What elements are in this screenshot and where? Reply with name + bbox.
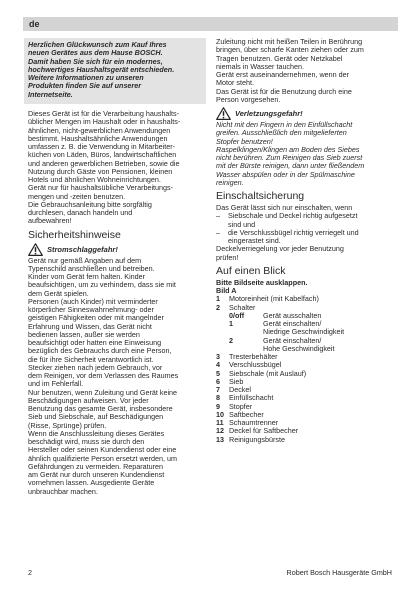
warning-triangle-icon: [216, 107, 231, 120]
warning-title: Stromschlaggefahr!: [47, 244, 118, 254]
injury-warning-text: [216, 121, 394, 187]
bullet-dash: –: [216, 227, 220, 237]
text-line: Gerät nur für haushaltsübliche Verarbeitungs-: [28, 183, 174, 193]
figure-label: Bild A: [216, 286, 237, 295]
part-label: Verschlussbügel: [229, 360, 282, 370]
text-line: Stopfer benutzen!: [216, 136, 273, 146]
text-line: Gerät ausschalten: [263, 310, 322, 320]
part-number: 2: [216, 302, 220, 312]
text-line: ähnlichen, nicht-gewerblichen Anwendungen: [28, 125, 171, 135]
text-line: am Gerät nur durch unseren Kundendienst: [28, 470, 165, 480]
text-line: prüfen!: [216, 252, 239, 262]
part-number: 4: [216, 360, 220, 370]
language-code: de: [29, 19, 40, 29]
bullet-item: [216, 212, 394, 229]
part-number: 12: [216, 426, 224, 436]
part-label: Motoreinheit (mit Kabelfach): [229, 294, 319, 304]
company-name: Robert Bosch Hausgeräte GmbH: [286, 568, 392, 577]
fold-out-note: Bitte Bildseite ausklappen.: [216, 277, 308, 287]
part-number: 6: [216, 376, 220, 386]
part-number: 7: [216, 385, 220, 394]
text-line: Zuleitung nicht mit heißen Teilen in Berührung: [216, 37, 363, 46]
right-column: [216, 38, 394, 444]
text-line: unbrauchbar machen.: [28, 486, 98, 496]
part-label: Siebschale (mit Auslauf): [229, 368, 307, 378]
text-line: nicht berühren. Zum Reinigen das Sieb zuerst: [216, 153, 363, 162]
text-line: körperlicher Sinneswahrnehmung- oder: [28, 305, 154, 315]
safety-paragraph: [28, 257, 206, 496]
text-line: Das Gerät lässt sich nur einschalten, wenn: [216, 203, 353, 212]
text-line: Das Gerät ist für die Benutzung durch eine: [216, 86, 352, 96]
text-line: Niedrige Geschwindigkeit: [263, 327, 345, 337]
text-line: Die Gebrauchsanleitung bitte sorgfältig: [28, 199, 152, 209]
text-line: die Verschlussbügel richtig verriegelt und: [228, 227, 359, 237]
text-line: dem Gerät spielen.: [28, 288, 89, 298]
text-line: mengen und -zeiten benutzen.: [28, 191, 126, 201]
text-line: beschädigt wird, muss sie durch den: [28, 437, 145, 447]
part-number: 10: [216, 409, 224, 419]
text-line: Gerät einschalten/: [263, 335, 322, 345]
part-number: 13: [216, 434, 224, 444]
text-line: Gerät nur gemäß Angaben auf dem: [28, 255, 142, 265]
page-number: 2: [28, 568, 32, 577]
text-line: eingerastet sind.: [228, 236, 281, 245]
intro-line: Weitere Informationen zu unseren: [28, 73, 144, 83]
part-number: 5: [216, 368, 220, 378]
text-line: Erfahrung und Wissen, das Gerät nicht: [28, 321, 152, 331]
bullet-dash: –: [216, 211, 220, 221]
part-label: Reinigungsbürste: [229, 434, 285, 444]
part-label: Deckel: [229, 385, 251, 394]
warning-triangle-icon: [28, 243, 43, 256]
text-line: Siebschale und Deckel richtig aufgesetzt: [228, 211, 358, 221]
text-line: Tragen benutzen. Gerät oder Netzkabel: [216, 53, 343, 63]
text-line: Stecker ziehen nach jedem Gebrauch, vor: [28, 362, 163, 372]
text-line: Hohe Geschwindigkeit: [263, 343, 335, 353]
text-line: Motor steht.: [216, 78, 254, 88]
overview-heading: Auf einen Blick: [216, 264, 286, 277]
text-line: küchen von Läden, Büros, landwirtschaftlichen: [28, 150, 177, 160]
switch-position-key: 2: [229, 335, 233, 345]
switch-safety-heading: Einschaltsicherung: [216, 190, 305, 202]
text-line: und im Fehlerfall.: [28, 379, 84, 389]
text-line: dem Reinigen, vor dem Verlassen des Raumes: [28, 371, 179, 381]
part-number: 11: [216, 418, 224, 427]
text-line: beaufsichtigen, um zu verhindern, dass sie mit: [28, 280, 176, 290]
injury-warning: [216, 107, 394, 120]
text-line: Nutzung durch Gäste von Pensionen, kleinen: [28, 166, 173, 176]
cable-paragraph: [216, 38, 394, 104]
text-line: bezüglich des Gebrauchs durch eine Person,: [28, 346, 172, 356]
warning-title: Verletzungsgefahr!: [235, 109, 303, 118]
text-line: reinigen.: [216, 177, 244, 187]
text-line: Typenschild anschließen und betreiben.: [28, 263, 155, 273]
left-column: [28, 38, 206, 496]
text-line: Gefährdungen zu vermeiden. Reparaturen: [28, 461, 164, 471]
usage-paragraph: [28, 110, 206, 226]
text-line: Dieses Gerät ist für die Verarbeitung haushalts-: [28, 109, 180, 119]
text-line: Kinder vom Gerät fern halten. Kinder: [28, 272, 146, 282]
part-label: Sieb: [229, 376, 244, 386]
text-line: sind und: [228, 219, 256, 229]
part-label: Einfüllschacht: [229, 393, 274, 403]
bullet-item: [216, 229, 394, 246]
text-line: Person vorgesehen.: [216, 94, 281, 104]
switch-position-item: [216, 320, 394, 337]
part-number: 8: [216, 393, 220, 403]
text-line: aufbewahren!: [28, 216, 72, 226]
intro-line: Herzlichen Glückwunsch zum Kauf Ihres: [28, 40, 167, 49]
electric-shock-warning: [28, 243, 206, 256]
text-line: Wasser abspülen oder in der Spülmaschine: [216, 169, 355, 179]
text-line: Wenn die Anschlussleitung dieses Gerätes: [28, 428, 165, 438]
safety-heading: Sicherheitshinweise: [28, 228, 121, 241]
intro-box: [24, 38, 206, 104]
text-line: Gerät erst auseinandernehmen, wenn der: [216, 70, 350, 79]
text-line: bedienen lassen, außer sie werden: [28, 329, 140, 339]
part-label: Schalter: [229, 302, 256, 312]
text-line: greifen. Ausschließlich den mitgelieferten: [216, 128, 347, 138]
text-line: mit der Bürste reinigen, dann unter fließendem: [216, 161, 365, 171]
switch-position-key: 1: [229, 319, 233, 328]
parts-list-item: [216, 436, 394, 444]
text-line: niemals in Wasser tauchen.: [216, 61, 305, 71]
text-line: üblicher Mengen im Haushalt oder in haushalts-: [28, 117, 181, 127]
text-line: umfassen z. B. die Verwendung in Mitarbeiter-: [28, 142, 176, 152]
part-label: Stopfer: [229, 401, 253, 411]
intro-line: Damit haben Sie sich für ein modernes,: [28, 56, 163, 66]
text-line: Deckelverriegelung vor jeder Benutzung: [216, 244, 344, 254]
part-label: Saftbecher: [229, 409, 264, 419]
part-label: Deckel für Saftbecher: [229, 426, 299, 436]
intro-line: Produkten finden Sie auf unserer: [28, 81, 142, 91]
text-line: Benutzung das gesamte Gerät, insbesondere: [28, 404, 173, 414]
text-line: bringen, über scharfe Kanten ziehen oder zum: [216, 45, 364, 55]
text-line: bestimmt. Haushaltsähnliche Anwendungen: [28, 133, 168, 143]
text-line: ähnlich qualifizierte Person ersetzt werden, um: [28, 453, 178, 463]
language-header-bar: [23, 17, 398, 31]
text-line: die für ihre Sicherheit verantwortlich ist.: [28, 354, 154, 364]
part-number: 9: [216, 401, 220, 411]
part-label: Tresterbehälter: [229, 352, 278, 361]
text-line: Nicht mit den Fingern in den Einfüllschacht: [216, 120, 353, 129]
text-line: durchlesen, danach handeln und: [28, 208, 133, 218]
switch-position-key: 0/off: [229, 310, 245, 320]
text-line: geistigen Fähigkeiten oder mit mangelnder: [28, 313, 164, 323]
text-line: vornehmen lassen. Ausgediente Geräte: [28, 478, 155, 488]
text-line: Hotels und ähnlichen Wohneinrichtungen.: [28, 175, 161, 185]
part-label: Schaumtrenner: [229, 418, 279, 427]
text-line: Gerät einschalten/: [263, 319, 322, 328]
part-number: 1: [216, 294, 220, 304]
intro-line: hochwertiges Haushaltsgerät entschieden.: [28, 64, 175, 74]
text-line: Beschädigungen aufweisen. Vor jeder: [28, 395, 149, 405]
text-line: Sieb und Siebschale, auf Beschädigungen: [28, 412, 164, 422]
text-line: (Risse, Sprünge) prüfen.: [28, 420, 107, 430]
intro-line: Internetseite.: [28, 89, 73, 99]
text-line: beaufsichtigt oder hatten eine Einweisung: [28, 338, 162, 348]
switch-position-item: [216, 337, 394, 354]
text-line: und anderen gewerblichen Betrieben, sowie die: [28, 158, 180, 168]
text-line: Hersteller oder seinen Kundendienst oder eine: [28, 445, 177, 455]
text-line: Raspelklingen/Klingen am Boden des Siebes: [216, 144, 360, 154]
part-number: 3: [216, 352, 220, 361]
text-line: Personen (auch Kinder) mit verminderter: [28, 296, 158, 306]
intro-line: neuen Gerätes aus dem Hause BOSCH.: [28, 48, 163, 58]
text-line: Nur benutzen, wenn Zuleitung und Gerät keine: [28, 387, 178, 397]
